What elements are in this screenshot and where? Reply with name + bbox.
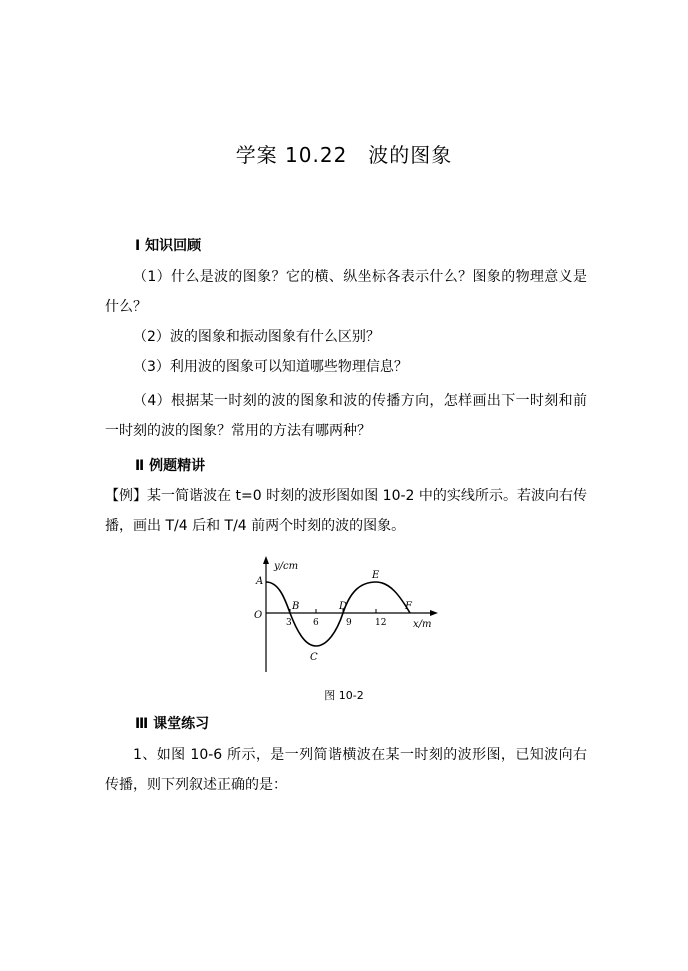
question-4: （4）根据某一时刻的波的图象和波的传播方向，怎样画出下一时刻和前一时刻的波的图象？常用的方法有哪两种？ — [105, 393, 587, 439]
point-label-a: A — [256, 576, 264, 587]
tick-label-6: 6 — [313, 618, 319, 628]
point-label-c: C — [310, 652, 318, 663]
page-title: 学案 10.22 波的图象 — [235, 143, 453, 167]
wave-graph — [250, 556, 440, 676]
tick-label-12: 12 — [375, 618, 387, 628]
question-2: （2）波的图象和振动图象有什么区别？ — [133, 329, 380, 345]
point-label-b: B — [292, 601, 300, 612]
point-label-f: F — [405, 601, 412, 612]
tick-label-9: 9 — [346, 618, 352, 628]
wave-figure — [250, 556, 440, 676]
practice-question-1: 1、如图 10-6 所示，是一列简谐横波在某一时刻的波形图，已知波向右传播，则下列叙述正确的是： — [105, 747, 587, 793]
wave-curve — [266, 582, 410, 646]
figure-caption: 图 10-2 — [324, 689, 364, 702]
question-3: （3）利用波的图象可以知道哪些物理信息？ — [133, 359, 408, 375]
question-1: （1）什么是波的图象？它的横、纵坐标各表示什么？图象的物理意义是什么？ — [105, 269, 587, 315]
section-heading-review: Ⅰ 知识回顾 — [135, 238, 202, 254]
y-axis-label: y/cm — [274, 561, 299, 572]
x-axis-label: x/m — [413, 619, 432, 630]
tick-label-3: 3 — [286, 618, 292, 628]
section-heading-practice: Ⅲ 课堂练习 — [135, 716, 210, 732]
section-heading-examples: Ⅱ 例题精讲 — [135, 458, 206, 474]
point-label-e: E — [372, 570, 380, 581]
point-label-d: D — [339, 601, 348, 612]
y-axis-arrow — [263, 556, 269, 564]
origin-label: O — [254, 610, 263, 621]
example-text: 【例】某一简谐波在 t=0 时刻的波形图如图 10-2 中的实线所示。若波向右传播，画出 T/4 后和 T/4 前两个时刻的波的图象。 — [105, 488, 587, 534]
x-axis-arrow — [430, 610, 438, 616]
